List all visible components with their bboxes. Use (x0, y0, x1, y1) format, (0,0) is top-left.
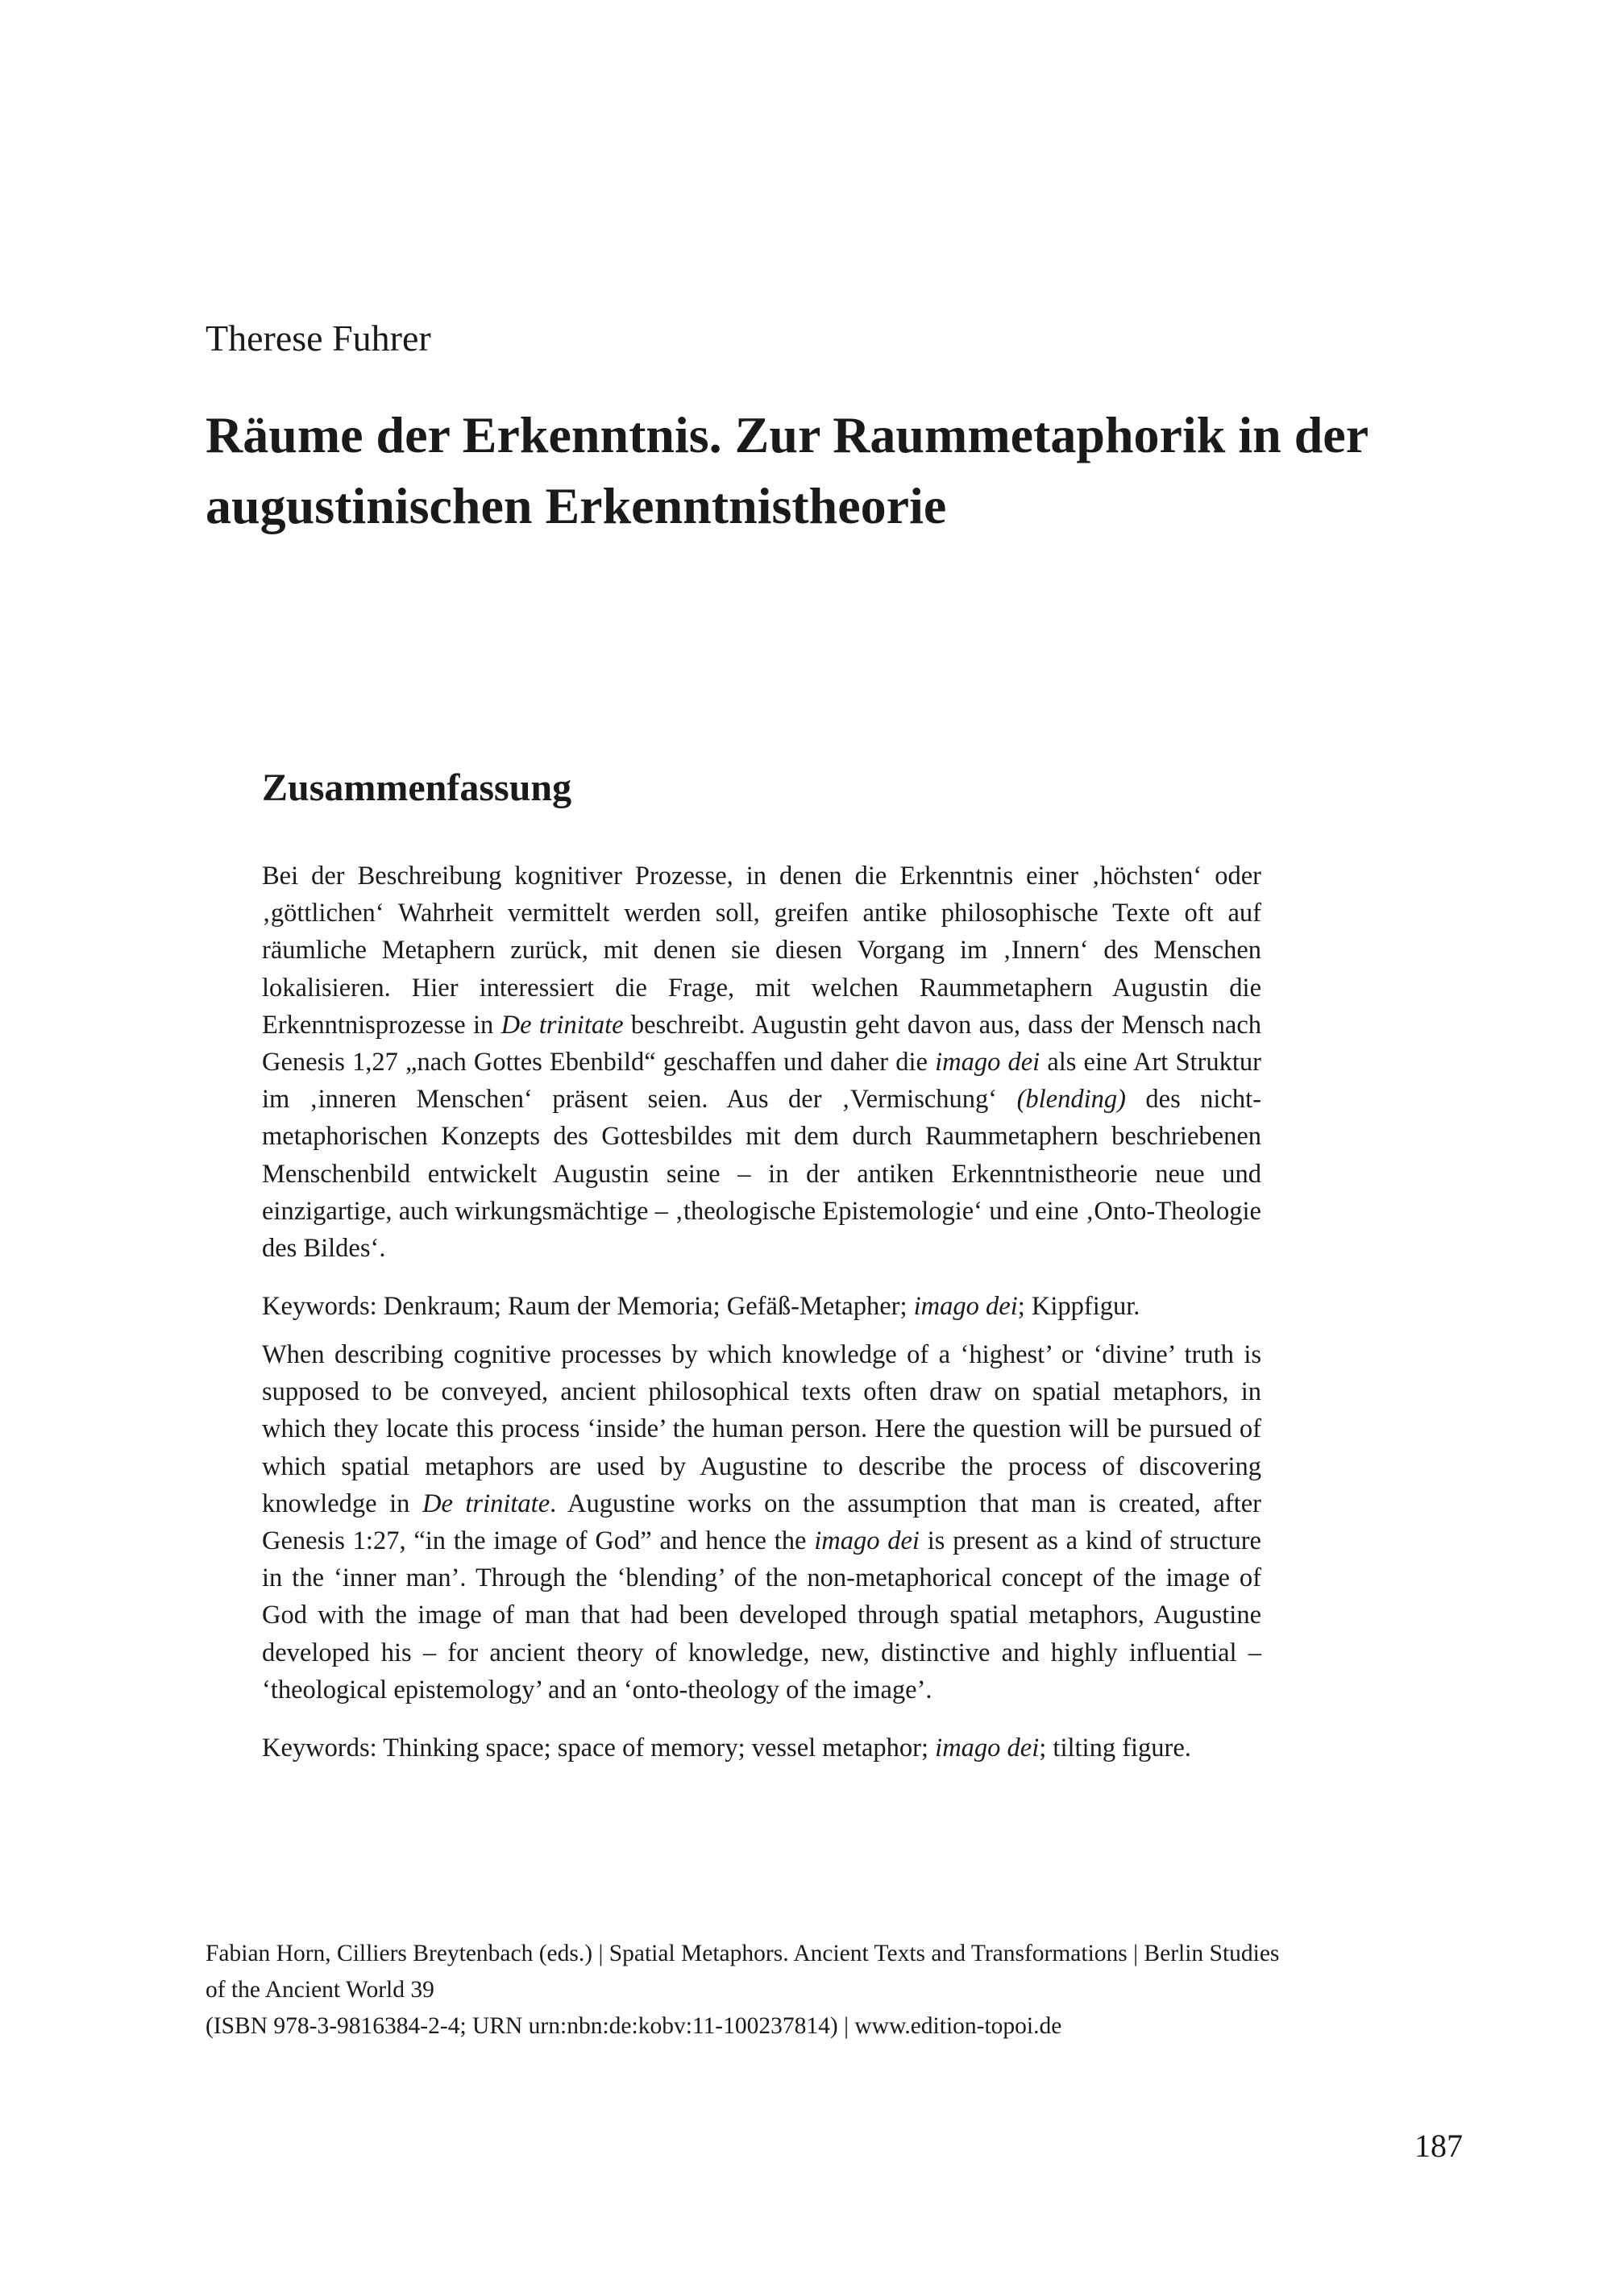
keywords-german (262, 1288, 1261, 1325)
abstract-english-text-2: . Augustine works on the assumption that man is created, after Genesis 1:27, “in the image of God” and hence the (262, 1489, 1261, 1556)
keywords-german-prefix: Keywords: Denkraum; Raum der Memoria; Gefäß-Metapher; (262, 1292, 914, 1322)
abstract-german-section (262, 857, 1261, 1325)
abstract-german-text-1: Bei der Beschreibung kognitiver Prozesse, in denen die Erkenntnis einer ‚höchsten‘ oder ‚göttlichen‘ Wahrheit vermittelt werden soll, greifen antike philosophische Texte oft auf räumliche Metaphern zurück, mit denen sie diesen Vorgang im ‚Innern‘ des Menschen lokalisieren. Hier interessiert die Frage, mit welchen Raummetaphern Augustin die Erkenntnisprozesse in (262, 862, 1261, 1040)
abstract-german-paragraph (262, 857, 1261, 1267)
abstract-english-paragraph (262, 1336, 1261, 1709)
abstract-german-italic-3: (blending) (1016, 1085, 1126, 1115)
abstract-english-italic-1: De trinitate (422, 1489, 550, 1518)
author-name: Therese Fuhrer (206, 318, 431, 359)
abstract-german-text-2: beschreibt. Augustin geht davon aus, dass der Mensch nach Genesis 1,27 „nach Gottes Ebenbild“ geschaffen und daher die (262, 1010, 1262, 1077)
footer-identifiers: (ISBN 978-3-9816384-2-4; URN urn:nbn:de:kobv:11-100237814) | www.edition-topoi.de (206, 2013, 1062, 2039)
keywords-english (262, 1729, 1261, 1767)
abstract-heading: Zusammenfassung (262, 766, 572, 809)
keywords-english-suffix: ; tilting figure. (1039, 1734, 1191, 1763)
page-number: 187 (1414, 2128, 1463, 2164)
publication-footer (206, 1936, 1285, 2045)
abstract-english-section (262, 1336, 1261, 1767)
abstract-english-text-1: When describing cognitive processes by which knowledge of a ‘highest’ or ‘divine’ truth is supposed to be conveyed, ancient philosophical texts often draw on spatial metaphors, in which they locate this process ‘inside’ the human person. Here the question will be pursued of which spatial metaphors are used by Augustine to describe the process of discovering knowledge in (262, 1340, 1261, 1518)
keywords-german-italic: imago dei (913, 1292, 1018, 1322)
footer-citation: Fabian Horn, Cilliers Breytenbach (eds.) | Spatial Metaphors. Ancient Texts and Transformations | Berlin Studies of the Ancient World 39 (206, 1941, 1280, 2003)
paper-title: Räume der Erkenntnis. Zur Raummetaphorik in der augustinischen Erkenntnistheorie (206, 406, 1368, 534)
abstract-german-text-3: als eine Art Struktur im ‚inneren Menschen‘ präsent seien. Aus der ‚Vermischung‘ (262, 1048, 1261, 1115)
abstract-german-italic-1: De trinitate (500, 1010, 624, 1040)
abstract-german-text-4: des nicht-metaphorischen Konzepts des Gottesbildes mit dem durch Raummetaphern beschriebenen Menschenbild entwickelt Augustin seine – in der antiken Erkenntnistheorie neue und einzigartige, auch wirkungsmächtige – ‚theologische Epistemologie‘ und eine ‚Onto-Theologie des Bildes‘. (262, 1085, 1261, 1264)
keywords-german-suffix: ; Kippfigur. (1017, 1292, 1140, 1322)
abstract-english-italic-2: imago dei (814, 1526, 920, 1556)
keywords-english-italic: imago dei (935, 1734, 1040, 1763)
abstract-german-italic-2: imago dei (935, 1048, 1040, 1077)
abstract-english-text-3: is present as a kind of structure in the ‘inner man’. Through the ‘blending’ of the non-metaphorical concept of the image of God with the image of man that had been developed through spatial metaphors, Augustine developed his – for ancient theory of knowledge, new, distinctive and highly influential – ‘theological epistemology’ and an ‘onto-theology of the image’. (262, 1526, 1261, 1704)
keywords-english-prefix: Keywords: Thinking space; space of memory; vessel metaphor; (262, 1734, 936, 1763)
